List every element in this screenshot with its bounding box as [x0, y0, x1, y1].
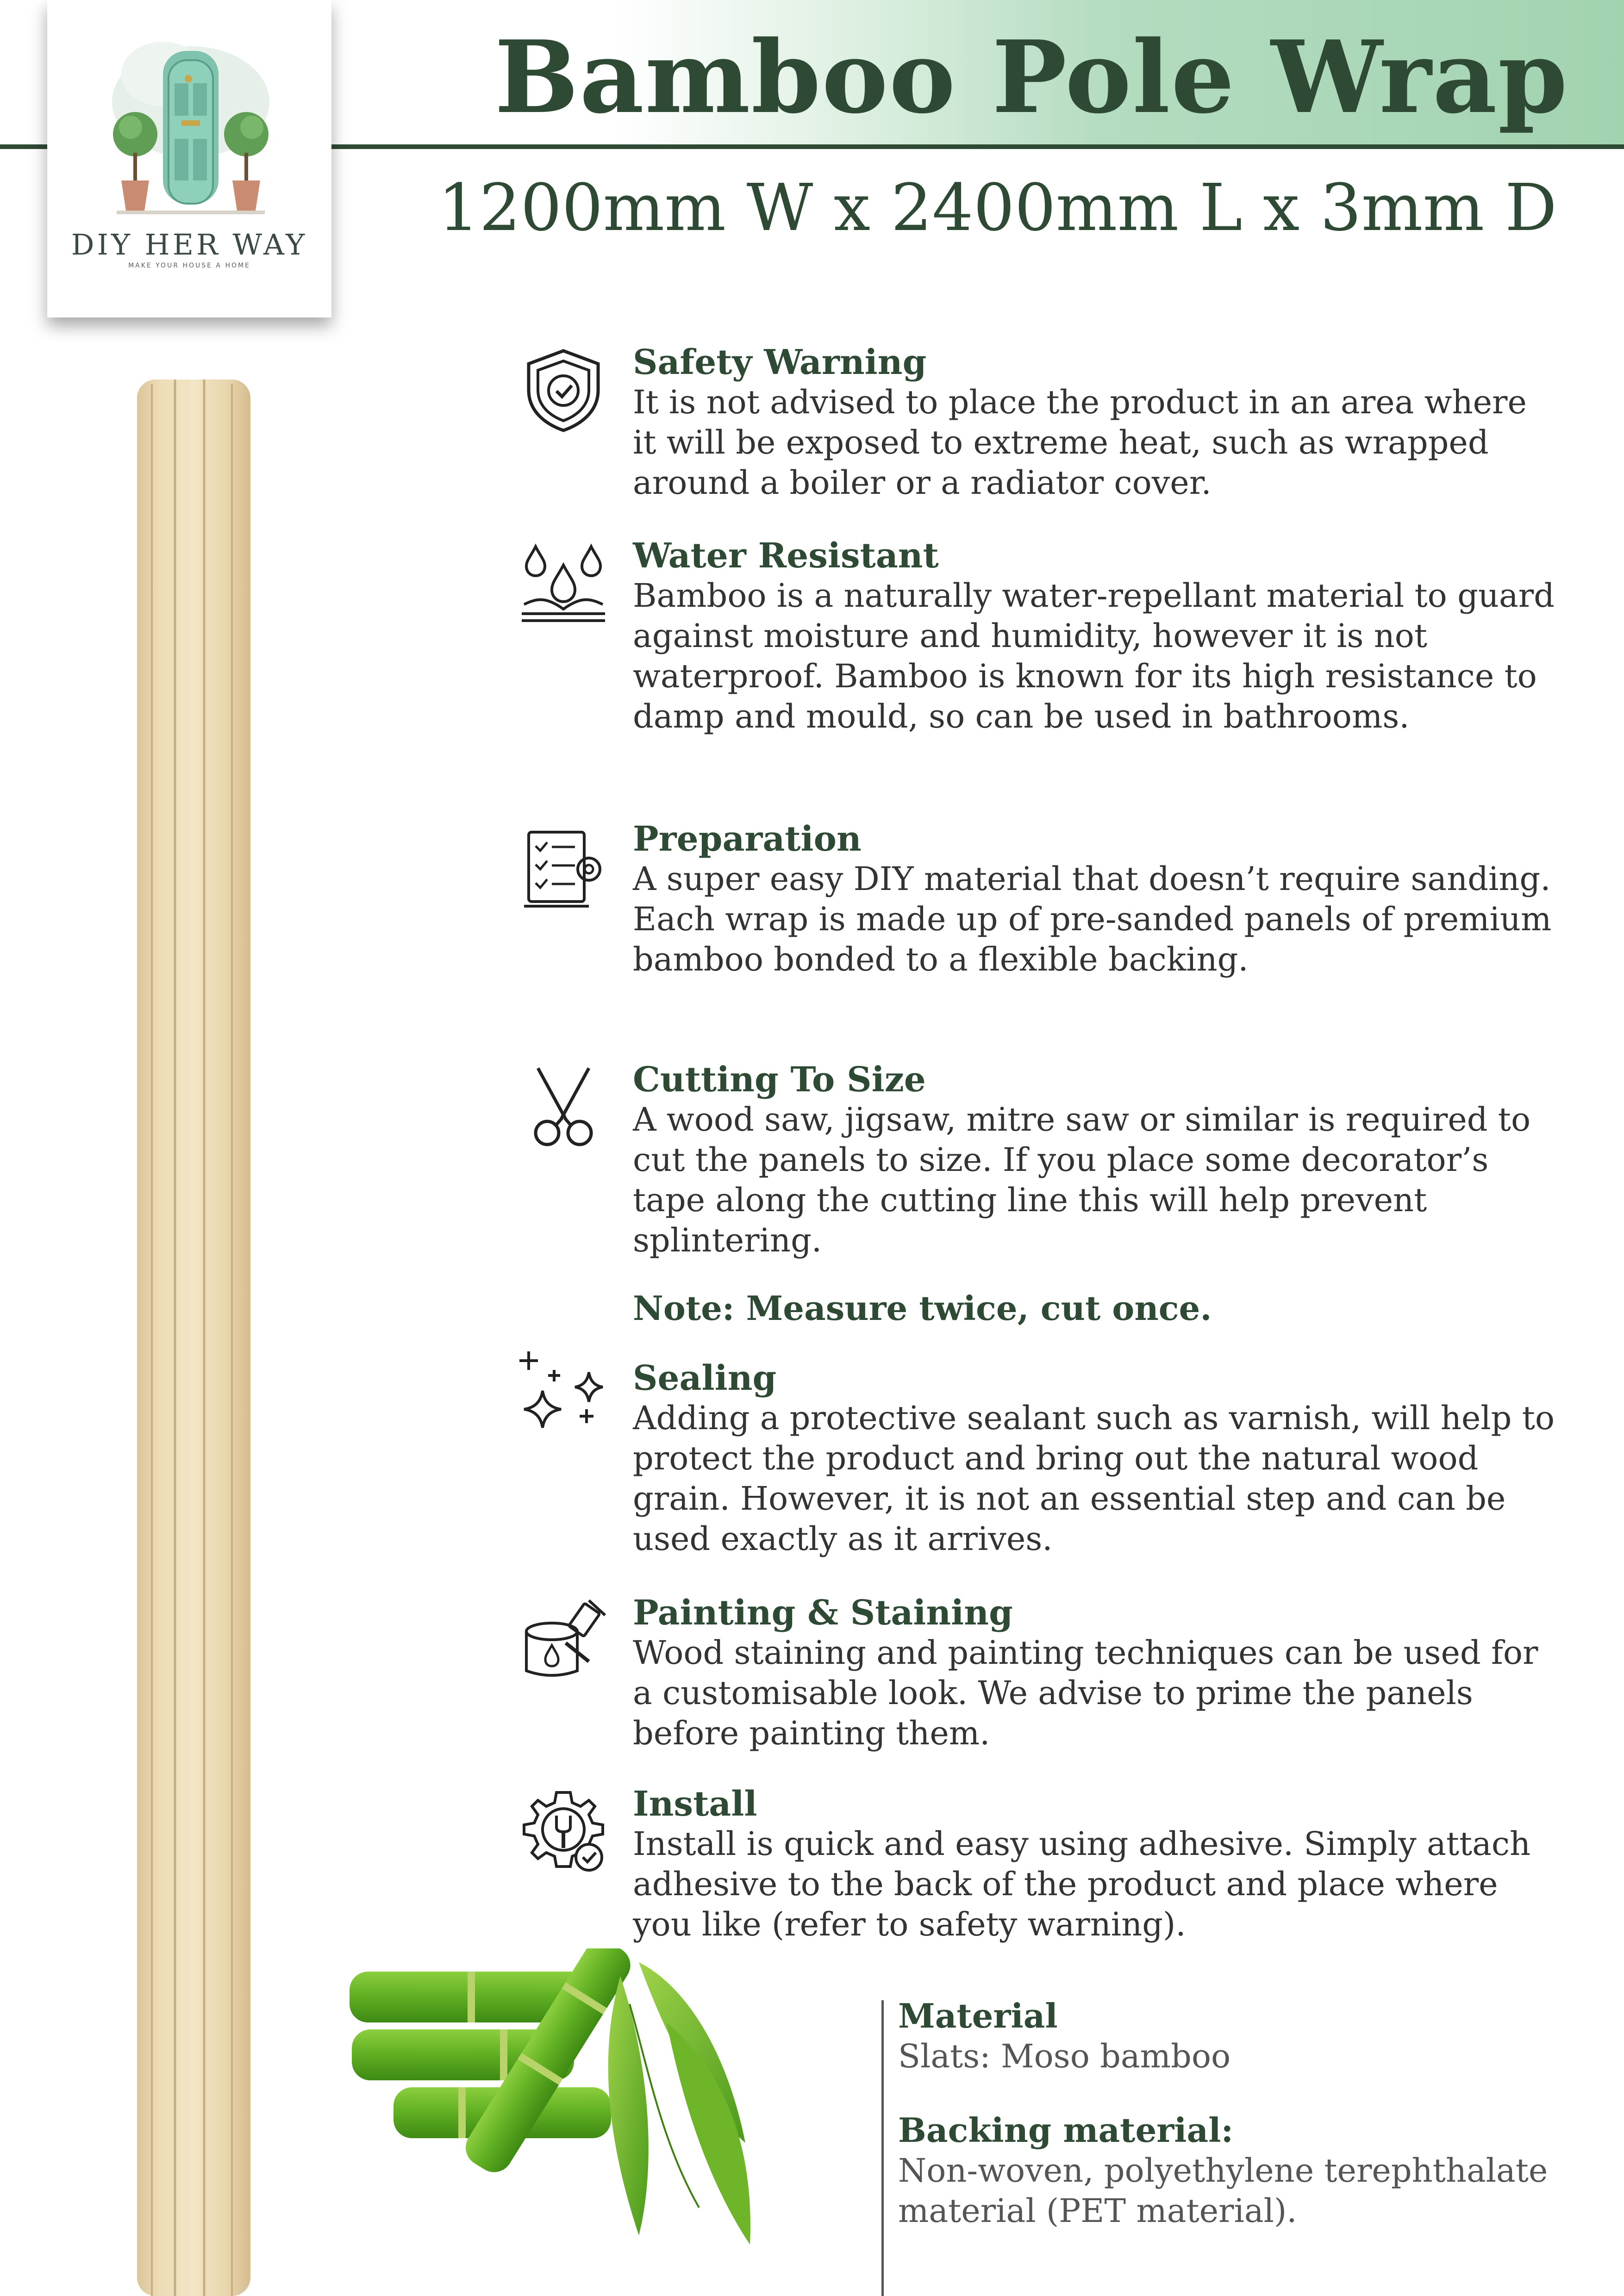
brand-tagline: MAKE YOUR HOUSE A HOME — [128, 262, 250, 269]
gear-wrench-icon — [519, 1788, 607, 1876]
feature-body: Bamboo is a naturally water-repellant material to guard against moisture and humidity, however it is not waterproof. Bamboo is known for its high resistance to damp and mould, so can be used in bathrooms. — [633, 577, 1555, 735]
scissors-icon — [519, 1064, 607, 1151]
product-dimensions: 1200mm W x 2400mm L x 3mm D — [438, 170, 1557, 246]
feature-body: Install is quick and easy using adhesive. Simply attach adhesive to the back of the product and place where you like (refer to safety warning). — [633, 1825, 1531, 1943]
checklist-icon — [519, 823, 607, 911]
sparkle-icon — [519, 1349, 607, 1437]
note-label: Note: — [633, 1288, 735, 1328]
backing-heading: Backing material: — [898, 2110, 1234, 2150]
page-title: Bamboo Pole Wrap — [494, 19, 1568, 136]
feature-body: Wood staining and painting techniques can be used for a customisable look. We advise to prime the panels before painting them. — [633, 1634, 1538, 1752]
cutting-note — [633, 1288, 1212, 1328]
material-divider — [881, 2000, 884, 2296]
paint-bucket-icon — [519, 1597, 607, 1685]
bamboo-stalks-image — [343, 1948, 833, 2296]
brand-name: DIY HER WAY — [71, 228, 308, 261]
feature-heading: Painting & Staining — [633, 1593, 1013, 1633]
feature-heading: Safety Warning — [633, 342, 927, 382]
backing-value: Non-woven, polyethylene terephthalate material (PET material). — [898, 2152, 1548, 2230]
bamboo-pole-image — [137, 380, 250, 2296]
feature-body: A super easy DIY material that doesn’t require sanding. Each wrap is made up of pre-sanded panels of premium bamboo bonded to a flexible backing. — [633, 860, 1552, 978]
brand-logo-card — [47, 0, 331, 317]
feature-heading: Install — [633, 1784, 757, 1824]
feature-heading: Preparation — [633, 819, 862, 859]
material-value: Slats: Moso bamboo — [898, 2037, 1231, 2075]
feature-heading: Cutting To Size — [633, 1060, 926, 1100]
feature-body: A wood saw, jigsaw, mitre saw or similar is required to cut the panels to size. If you place some decorator’s tape along the cutting line this will help prevent splintering. — [633, 1101, 1531, 1259]
material-heading: Material — [898, 1996, 1058, 2035]
shield-check-icon — [519, 346, 607, 434]
feature-body: It is not advised to place the product in an area where it will be exposed to extreme heat, such as wrapped around a boiler or a radiator cover. — [633, 383, 1527, 502]
feature-heading: Water Resistant — [633, 536, 939, 576]
feature-body: Adding a protective sealant such as varnish, will help to protect the product and bring out the natural wood grain. However, it is not an essential step and can be used exactly as it arrives. — [633, 1399, 1555, 1558]
door-logo-icon — [107, 32, 274, 231]
material-info — [898, 1996, 1593, 2231]
water-drops-icon — [519, 540, 607, 628]
note-text: Measure twice, cut once. — [746, 1288, 1212, 1328]
feature-heading: Sealing — [633, 1358, 777, 1398]
